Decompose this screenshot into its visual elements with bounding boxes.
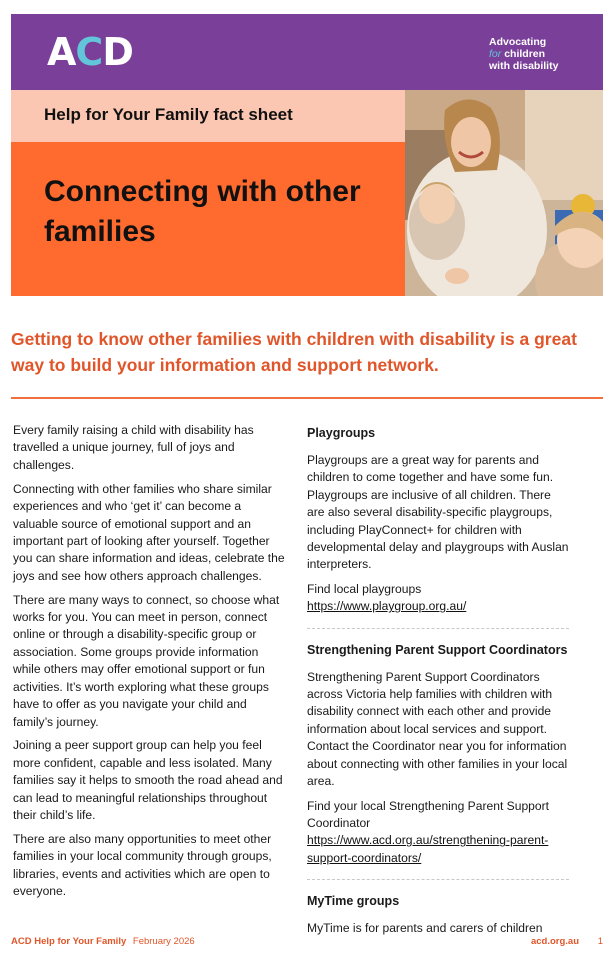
mytime-body: MyTime is for parents and carers of children xyxy=(307,921,543,936)
playgroups-heading: Playgroups xyxy=(307,426,376,440)
family-photo-icon xyxy=(405,90,603,296)
mytime-heading: MyTime groups xyxy=(307,894,400,909)
column-divider xyxy=(307,628,569,629)
left-column xyxy=(13,422,285,907)
playgroups-body: Playgroups are a great way for parents and children to come together and have some fun. Playgroups are inclusive of all children. There are also several disability-specific playgroups, including PlayConnect+ for children with developmental delay and playgroups with Auslan interpreters. xyxy=(307,453,569,572)
paragraph: Connecting with other families who share similar experiences and who ‘get it’ can become a valuable source of emotional support and an important part of looking after yourself. Together you can share information and ideas, celebrate the joys and see how others approach challenges. xyxy=(13,481,285,583)
family-photo-illustration xyxy=(405,90,603,296)
fact-sheet-label: Help for Your Family fact sheet xyxy=(44,105,293,124)
hero-section xyxy=(11,90,603,296)
paragraph: Every family raising a child with disability has travelled a unique journey, full of joys and challenges. xyxy=(13,423,254,472)
paragraph: There are many ways to connect, so choose what works for you. You can meet in person, connect online or through a disability-specific group or association. Some groups provide information while others may offer emotional support or fun activities. It’s worth exploring what these groups have to offer as you navigate your child and family’s journey. xyxy=(13,592,280,729)
hero-text-panel xyxy=(11,90,405,296)
tagline-line1: Advocating xyxy=(489,36,547,48)
paragraph: Joining a peer support group can help you feel more confident, capable and less isolated. Many families say it helps to smooth the road ahead and can lead to meaningful relationships throughout their child’s life. xyxy=(13,738,283,823)
right-column xyxy=(307,424,569,945)
playgroups-find-label: Find local playgroups xyxy=(307,581,422,596)
page-title: Connecting with other families xyxy=(44,175,361,248)
header-bar xyxy=(11,14,603,90)
playgroups-link[interactable]: https://www.playgroup.org.au/ xyxy=(307,599,467,614)
fact-sheet-strip xyxy=(11,90,405,142)
footer-brand: ACD Help for Your Family xyxy=(11,936,127,947)
spsc-heading: Strengthening Parent Support Coordinators xyxy=(307,642,568,657)
intro-statement: Getting to know other families with children with disability is a great way to build your information and support network. xyxy=(11,329,577,375)
section-divider xyxy=(11,397,603,399)
title-block xyxy=(11,142,405,296)
paragraph: There are also many opportunities to meet other families in your local community through groups, libraries, events and activities which are open to everyone. xyxy=(13,831,272,899)
spsc-find-label: Find your local Strengthening Parent Support Coordinator xyxy=(307,798,550,830)
column-divider xyxy=(307,879,569,880)
page-footer xyxy=(11,936,603,950)
footer-site-link[interactable]: acd.org.au xyxy=(530,936,579,947)
spsc-link[interactable]: https://www.acd.org.au/strengthening-parent-support-coordinators/ xyxy=(307,833,549,865)
acd-logo[interactable]: ACD xyxy=(47,30,133,74)
page-number: 1 xyxy=(597,936,603,947)
spsc-body: Strengthening Parent Support Coordinators across Victoria help families with children with disability connect with each other and provide information about local services and support. Contact the Coordinator near you for information about connecting with other families in your local area. xyxy=(307,669,568,789)
tagline-line3: with disability xyxy=(489,60,559,72)
footer-date: February 2026 xyxy=(132,936,195,947)
tagline-for: for xyxy=(489,48,502,60)
header-tagline xyxy=(489,36,571,72)
tagline-line2: children xyxy=(504,48,546,60)
